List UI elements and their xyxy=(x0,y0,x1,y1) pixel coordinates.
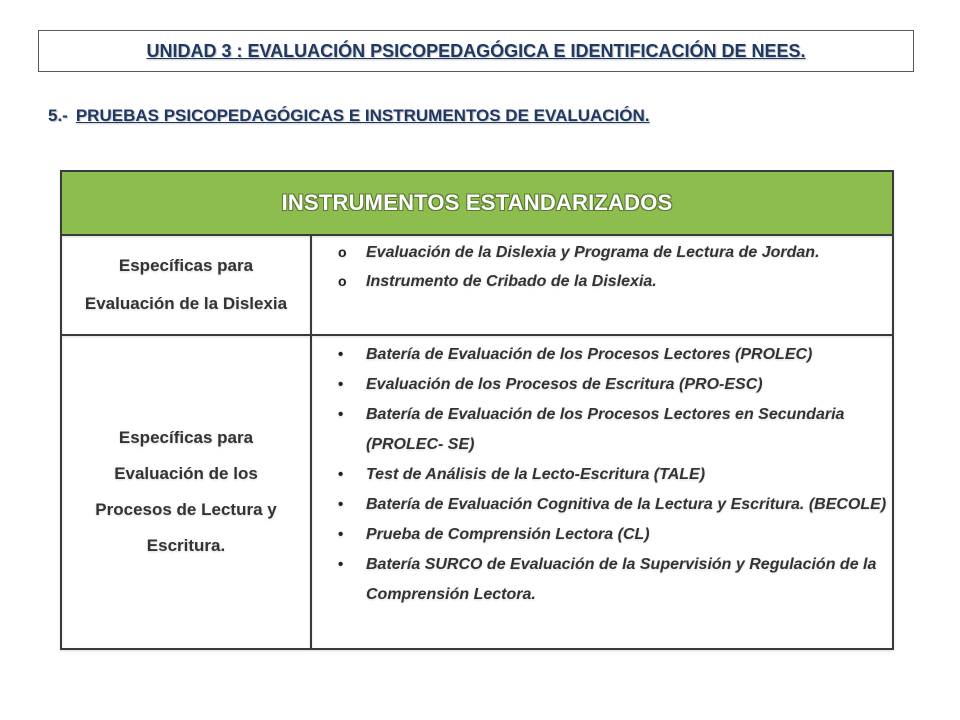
list-item xyxy=(314,520,892,550)
items-cell xyxy=(314,236,892,334)
bullet-icon: • xyxy=(338,376,344,393)
table-row-reading-writing xyxy=(62,336,892,648)
list-item xyxy=(314,370,892,400)
category-label: Específicas para Evaluación de la Dislexia xyxy=(84,256,288,313)
list-item-text: Batería de Evaluación de los Procesos Lectores (PROLEC) xyxy=(366,346,813,363)
list-item xyxy=(314,340,892,370)
table-header xyxy=(62,172,892,236)
category-cell xyxy=(62,236,312,334)
list-item-text: Batería de Evaluación Cognitiva de la Lectura y Escritura. (BECOLE) xyxy=(366,496,887,513)
items-cell xyxy=(314,336,892,648)
hollow-bullet-icon: o xyxy=(338,244,347,260)
list-item-text: Batería de Evaluación de los Procesos Lectores en Secundaria (PROLEC- SE) xyxy=(366,406,845,453)
list-item xyxy=(314,460,892,490)
table-row-dyslexia xyxy=(62,236,892,336)
slide-title: UNIDAD 3 : EVALUACIÓN PSICOPEDAGÓGICA E IDENTIFICACIÓN DE NEES. xyxy=(146,40,806,61)
list-item-text: Test de Análisis de la Lecto-Escritura (TALE) xyxy=(366,466,706,483)
list-item xyxy=(314,238,892,267)
list-item xyxy=(314,267,892,296)
category-label: Específicas para Evaluación de los Procesos de Lectura y Escritura. xyxy=(95,428,277,555)
bullet-icon: • xyxy=(338,406,344,423)
title-box xyxy=(38,30,914,72)
list-item-text: Batería SURCO de Evaluación de la Supervisión y Regulación de la Comprensión Lectora. xyxy=(366,556,877,603)
bullet-icon: • xyxy=(338,346,344,363)
section-number: 5.- xyxy=(48,106,68,125)
list-item xyxy=(314,490,892,520)
bullet-icon: • xyxy=(338,466,344,483)
bullet-icon: • xyxy=(338,556,344,573)
list-item-text: Instrumento de Cribado de la Dislexia. xyxy=(366,273,657,290)
list-item xyxy=(314,550,892,610)
bullet-icon: • xyxy=(338,526,344,543)
instruments-table xyxy=(60,170,894,650)
list-item-text: Evaluación de los Procesos de Escritura (PRO-ESC) xyxy=(366,376,763,393)
list-item xyxy=(314,400,892,460)
hollow-bullet-icon: o xyxy=(338,273,347,289)
section-heading xyxy=(48,106,650,126)
table-header-label: INSTRUMENTOS ESTANDARIZADOS xyxy=(281,190,673,215)
bullet-icon: • xyxy=(338,496,344,513)
category-cell xyxy=(62,336,312,648)
section-title: PRUEBAS PSICOPEDAGÓGICAS E INSTRUMENTOS DE EVALUACIÓN. xyxy=(75,106,650,125)
list-item-text: Evaluación de la Dislexia y Programa de Lectura de Jordan. xyxy=(366,244,820,261)
list-item-text: Prueba de Comprensión Lectora (CL) xyxy=(366,526,650,543)
